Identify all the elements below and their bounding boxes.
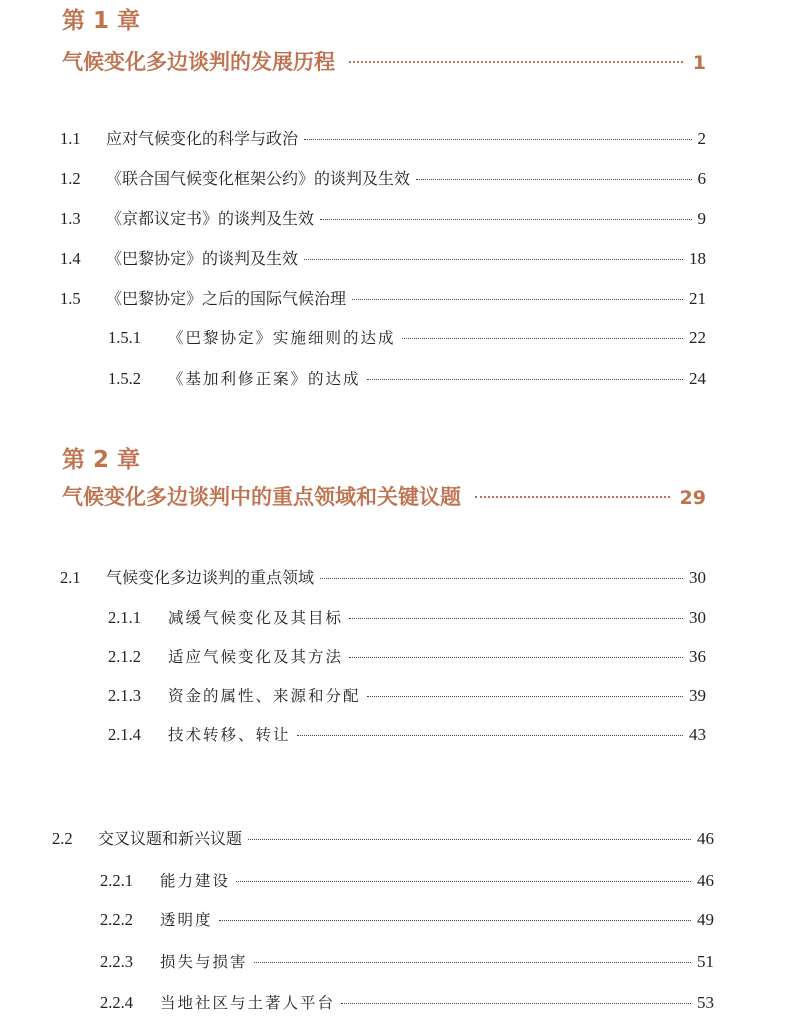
toc-entry-2-1[interactable] <box>60 569 706 587</box>
section-title: 损失与损害 <box>160 953 248 971</box>
toc-entry-1-5[interactable] <box>60 290 706 308</box>
section-page: 9 <box>697 209 706 228</box>
toc-entry-2-2-2[interactable] <box>100 911 714 929</box>
section-page: 30 <box>689 568 706 587</box>
section-title: 当地社区与土著人平台 <box>160 994 336 1012</box>
chapter-2-label: 第 2 章 <box>62 447 141 473</box>
section-title: 资金的属性、来源和分配 <box>168 687 361 705</box>
section-number: 1.5.1 <box>108 328 141 347</box>
dot-leader <box>349 61 683 63</box>
toc-entry-2-1-3[interactable] <box>108 687 706 705</box>
section-title: 《巴黎协定》的谈判及生效 <box>106 249 299 268</box>
section-page: 18 <box>689 249 706 268</box>
chapter-2-page: 29 <box>679 487 706 509</box>
toc-entry-1-2[interactable] <box>60 170 706 188</box>
section-page: 43 <box>689 725 706 744</box>
section-number: 2.1.1 <box>108 608 141 627</box>
section-number: 1.4 <box>60 249 81 268</box>
section-number: 2.2.3 <box>100 952 133 971</box>
toc-entry-2-1-4[interactable] <box>108 726 706 744</box>
section-number: 2.2.4 <box>100 993 133 1012</box>
chapter-1-label: 第 1 章 <box>62 8 141 34</box>
dot-leader <box>236 881 691 882</box>
dot-leader <box>320 578 683 579</box>
section-number: 1.5.2 <box>108 369 141 388</box>
section-title: 《联合国气候变化框架公约》的谈判及生效 <box>106 169 411 188</box>
section-title: 能力建设 <box>160 872 231 890</box>
dot-leader <box>254 962 691 963</box>
dot-leader <box>297 735 683 736</box>
section-number: 2.2.2 <box>100 910 133 929</box>
section-title: 《基加利修正案》的达成 <box>168 370 361 388</box>
dot-leader <box>349 618 683 619</box>
dot-leader <box>349 657 683 658</box>
chapter-2-title: 气候变化多边谈判中的重点领域和关键议题 <box>62 485 461 509</box>
chapter-1-title: 气候变化多边谈判的发展历程 <box>62 50 335 74</box>
toc-entry-1-1[interactable] <box>60 130 706 148</box>
section-number: 1.3 <box>60 209 81 228</box>
section-title: 透明度 <box>160 911 213 929</box>
toc-entry-1-4[interactable] <box>60 250 706 268</box>
section-page: 6 <box>697 169 706 188</box>
section-title: 交叉议题和新兴议题 <box>98 829 243 848</box>
section-number: 2.1.2 <box>108 647 141 666</box>
section-title: 适应气候变化及其方法 <box>168 648 344 666</box>
toc-entry-2-1-2[interactable] <box>108 648 706 666</box>
toc-entry-2-1-1[interactable] <box>108 609 706 627</box>
dot-leader <box>367 696 683 697</box>
section-number: 2.1.3 <box>108 686 141 705</box>
dot-leader <box>304 259 683 260</box>
dot-leader <box>248 839 691 840</box>
section-number: 2.2.1 <box>100 871 133 890</box>
chapter-2-title-row[interactable] <box>62 487 706 508</box>
section-page: 22 <box>689 328 706 347</box>
section-number: 2.1.4 <box>108 725 141 744</box>
section-page: 2 <box>697 129 706 148</box>
section-title: 减缓气候变化及其目标 <box>168 609 344 627</box>
section-number: 1.1 <box>60 129 81 148</box>
section-title: 技术转移、转让 <box>168 726 291 744</box>
section-page: 30 <box>689 608 706 627</box>
section-page: 21 <box>689 289 706 308</box>
section-number: 1.5 <box>60 289 81 308</box>
section-number: 2.2 <box>52 829 73 848</box>
section-number: 1.2 <box>60 169 81 188</box>
section-page: 49 <box>697 910 714 929</box>
section-page: 53 <box>697 993 714 1012</box>
section-title: 《巴黎协定》实施细则的达成 <box>168 329 396 347</box>
section-page: 24 <box>689 369 706 388</box>
dot-leader <box>367 379 683 380</box>
dot-leader <box>320 219 691 220</box>
toc-entry-2-2-1[interactable] <box>100 872 714 890</box>
section-number: 2.1 <box>60 568 81 587</box>
dot-leader <box>352 299 683 300</box>
toc-entry-2-2-4[interactable] <box>100 994 714 1012</box>
chapter-1-title-row[interactable] <box>62 52 706 73</box>
dot-leader <box>402 338 683 339</box>
section-page: 51 <box>697 952 714 971</box>
toc-entry-2-2[interactable] <box>52 830 714 848</box>
section-page: 36 <box>689 647 706 666</box>
section-title: 《巴黎协定》之后的国际气候治理 <box>106 289 347 308</box>
section-title: 《京都议定书》的谈判及生效 <box>106 209 315 228</box>
section-page: 39 <box>689 686 706 705</box>
dot-leader <box>219 920 691 921</box>
toc-entry-2-2-3[interactable] <box>100 953 714 971</box>
dot-leader <box>416 179 691 180</box>
section-page: 46 <box>697 829 714 848</box>
toc-entry-1-5-2[interactable] <box>108 370 706 388</box>
section-title: 气候变化多边谈判的重点领域 <box>106 568 315 587</box>
toc-entry-1-3[interactable] <box>60 210 706 228</box>
section-title: 应对气候变化的科学与政治 <box>106 129 299 148</box>
chapter-1-page: 1 <box>692 52 706 74</box>
dot-leader <box>304 139 691 140</box>
section-page: 46 <box>697 871 714 890</box>
toc-entry-1-5-1[interactable] <box>108 329 706 347</box>
dot-leader <box>341 1003 691 1004</box>
dot-leader <box>475 496 670 498</box>
